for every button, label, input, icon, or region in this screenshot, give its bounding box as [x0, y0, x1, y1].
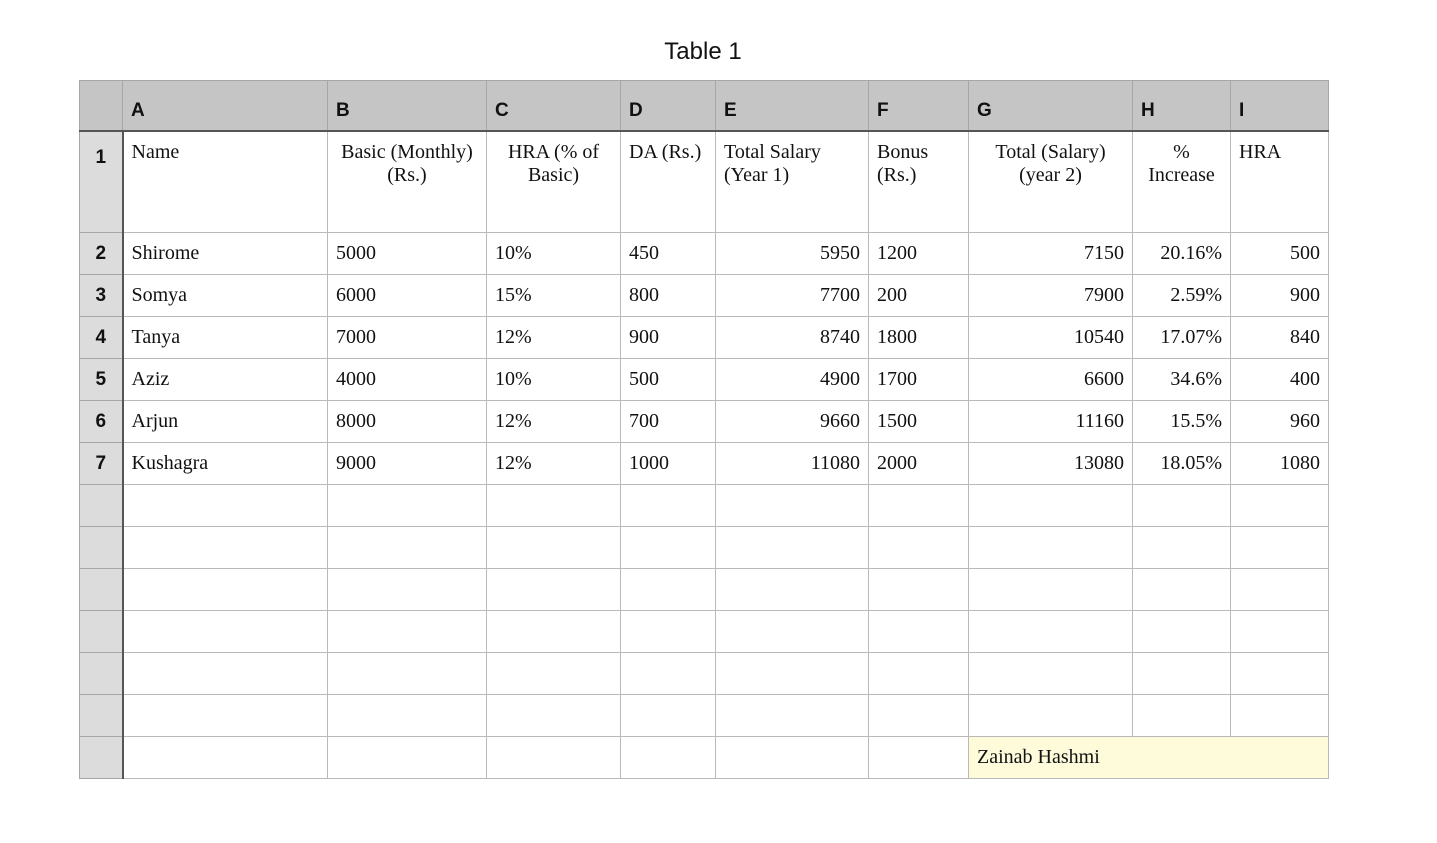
cell[interactable]: 17.07% [1133, 317, 1231, 359]
cell[interactable]: 900 [1231, 275, 1329, 317]
empty-cell[interactable] [123, 737, 328, 779]
row-header[interactable]: 6 [80, 401, 123, 443]
cell[interactable]: 9660 [716, 401, 869, 443]
empty-cell[interactable] [869, 737, 969, 779]
cell[interactable]: 20.16% [1133, 233, 1231, 275]
header-cell[interactable]: Basic (Monthly) (Rs.) [328, 131, 487, 233]
row-header[interactable]: 1 [80, 131, 123, 233]
table-row [80, 275, 1329, 317]
empty-row [80, 695, 1329, 737]
table-row [80, 317, 1329, 359]
empty-cell[interactable] [969, 653, 1133, 695]
cell[interactable]: 800 [621, 275, 716, 317]
row-header[interactable] [80, 737, 123, 779]
column-header-f[interactable]: F [869, 81, 969, 132]
cell[interactable]: 13080 [969, 443, 1133, 485]
empty-cell[interactable] [123, 695, 328, 737]
author-note-cell[interactable]: Zainab Hashmi [969, 737, 1329, 779]
empty-cell[interactable] [1133, 611, 1231, 653]
table-row [80, 401, 1329, 443]
column-header-h[interactable]: H [1133, 81, 1231, 132]
cell[interactable]: 11160 [969, 401, 1133, 443]
cell[interactable]: 6000 [328, 275, 487, 317]
row-header[interactable] [80, 653, 123, 695]
column-header-i[interactable]: I [1231, 81, 1329, 132]
cell[interactable]: 1200 [869, 233, 969, 275]
empty-cell[interactable] [869, 527, 969, 569]
cell[interactable]: 700 [621, 401, 716, 443]
empty-cell[interactable] [969, 611, 1133, 653]
empty-cell[interactable] [487, 569, 621, 611]
cell[interactable]: 12% [487, 401, 621, 443]
cell[interactable]: Arjun [123, 401, 328, 443]
cell[interactable]: 34.6% [1133, 359, 1231, 401]
row-header[interactable]: 5 [80, 359, 123, 401]
empty-cell[interactable] [1231, 485, 1329, 527]
cell[interactable]: 11080 [716, 443, 869, 485]
empty-row [80, 527, 1329, 569]
empty-cell[interactable] [328, 611, 487, 653]
column-header-b[interactable]: B [328, 81, 487, 132]
row-header[interactable] [80, 527, 123, 569]
cell[interactable]: 7000 [328, 317, 487, 359]
table-row [80, 359, 1329, 401]
row-header[interactable] [80, 611, 123, 653]
column-header-c[interactable]: C [487, 81, 621, 132]
row-header[interactable] [80, 695, 123, 737]
empty-cell[interactable] [328, 653, 487, 695]
empty-cell[interactable] [716, 737, 869, 779]
cell[interactable]: 8740 [716, 317, 869, 359]
empty-cell[interactable] [621, 653, 716, 695]
empty-cell[interactable] [487, 527, 621, 569]
cell[interactable]: 960 [1231, 401, 1329, 443]
cell[interactable]: 7900 [969, 275, 1133, 317]
header-cell[interactable]: HRA (% of Basic) [487, 131, 621, 233]
header-cell[interactable]: Name [123, 131, 328, 233]
row-header[interactable]: 7 [80, 443, 123, 485]
empty-cell[interactable] [487, 737, 621, 779]
empty-cell[interactable] [1231, 527, 1329, 569]
cell[interactable]: 4000 [328, 359, 487, 401]
empty-cell[interactable] [487, 611, 621, 653]
row-header[interactable]: 3 [80, 275, 123, 317]
cell[interactable]: 15.5% [1133, 401, 1231, 443]
spreadsheet-table [79, 80, 1329, 779]
cell[interactable]: Somya [123, 275, 328, 317]
empty-cell[interactable] [621, 695, 716, 737]
cell[interactable]: 10% [487, 233, 621, 275]
cell[interactable]: 6600 [969, 359, 1133, 401]
empty-row [80, 653, 1329, 695]
cell[interactable]: 1500 [869, 401, 969, 443]
cell[interactable]: 12% [487, 317, 621, 359]
cell[interactable]: 200 [869, 275, 969, 317]
row-header[interactable] [80, 485, 123, 527]
header-cell[interactable]: Total Salary (Year 1) [716, 131, 869, 233]
empty-cell[interactable] [869, 485, 969, 527]
empty-cell[interactable] [969, 695, 1133, 737]
empty-cell[interactable] [716, 653, 869, 695]
cell[interactable]: 4900 [716, 359, 869, 401]
cell[interactable]: 2.59% [1133, 275, 1231, 317]
row-header[interactable]: 2 [80, 233, 123, 275]
empty-cell[interactable] [621, 527, 716, 569]
empty-cell[interactable] [123, 653, 328, 695]
empty-cell[interactable] [621, 611, 716, 653]
cell[interactable]: 10540 [969, 317, 1133, 359]
empty-cell[interactable] [1133, 527, 1231, 569]
cell[interactable]: 1000 [621, 443, 716, 485]
header-cell[interactable]: HRA [1231, 131, 1329, 233]
row-header[interactable] [80, 569, 123, 611]
empty-cell[interactable] [1133, 485, 1231, 527]
select-all-corner[interactable] [80, 81, 123, 132]
empty-cell[interactable] [621, 737, 716, 779]
column-header-d[interactable]: D [621, 81, 716, 132]
table-row [80, 443, 1329, 485]
header-cell[interactable]: % Increase [1133, 131, 1231, 233]
table-header-row [80, 131, 1329, 233]
empty-row [80, 569, 1329, 611]
table-title: Table 1 [664, 38, 742, 65]
empty-cell[interactable] [1133, 569, 1231, 611]
empty-cell[interactable] [487, 695, 621, 737]
cell[interactable]: 7700 [716, 275, 869, 317]
cell[interactable]: 5950 [716, 233, 869, 275]
empty-cell[interactable] [328, 737, 487, 779]
empty-cell[interactable] [1231, 611, 1329, 653]
header-cell[interactable]: Bonus (Rs.) [869, 131, 969, 233]
cell[interactable]: 2000 [869, 443, 969, 485]
cell[interactable]: 1700 [869, 359, 969, 401]
empty-cell[interactable] [716, 569, 869, 611]
cell[interactable]: 8000 [328, 401, 487, 443]
empty-cell[interactable] [328, 695, 487, 737]
column-header-e[interactable]: E [716, 81, 869, 132]
cell[interactable]: 1800 [869, 317, 969, 359]
empty-cell[interactable] [123, 485, 328, 527]
empty-cell[interactable] [716, 527, 869, 569]
empty-cell[interactable] [969, 527, 1133, 569]
empty-cell[interactable] [869, 569, 969, 611]
empty-cell[interactable] [328, 527, 487, 569]
cell[interactable]: 5000 [328, 233, 487, 275]
column-header-a[interactable]: A [123, 81, 328, 132]
empty-row [80, 611, 1329, 653]
empty-cell[interactable] [869, 653, 969, 695]
empty-cell[interactable] [1231, 653, 1329, 695]
empty-row [80, 485, 1329, 527]
empty-cell[interactable] [328, 485, 487, 527]
empty-cell[interactable] [487, 485, 621, 527]
cell[interactable]: 10% [487, 359, 621, 401]
cell[interactable]: Aziz [123, 359, 328, 401]
cell[interactable]: 7150 [969, 233, 1133, 275]
table-row [80, 233, 1329, 275]
empty-cell[interactable] [123, 569, 328, 611]
cell[interactable]: 500 [1231, 233, 1329, 275]
cell[interactable]: 1080 [1231, 443, 1329, 485]
note-row [80, 737, 1329, 779]
cell[interactable]: 500 [621, 359, 716, 401]
empty-cell[interactable] [123, 527, 328, 569]
cell[interactable]: 400 [1231, 359, 1329, 401]
empty-cell[interactable] [716, 695, 869, 737]
empty-cell[interactable] [621, 569, 716, 611]
cell[interactable]: 9000 [328, 443, 487, 485]
cell[interactable]: Shirome [123, 233, 328, 275]
header-cell[interactable]: Total (Salary) (year 2) [969, 131, 1133, 233]
empty-cell[interactable] [328, 569, 487, 611]
empty-cell[interactable] [1231, 569, 1329, 611]
cell[interactable]: 15% [487, 275, 621, 317]
empty-cell[interactable] [969, 485, 1133, 527]
empty-cell[interactable] [1133, 653, 1231, 695]
cell[interactable]: 12% [487, 443, 621, 485]
cell[interactable]: Kushagra [123, 443, 328, 485]
empty-cell[interactable] [1133, 695, 1231, 737]
header-cell[interactable]: DA (Rs.) [621, 131, 716, 233]
empty-cell[interactable] [1231, 695, 1329, 737]
empty-cell[interactable] [869, 611, 969, 653]
empty-cell[interactable] [716, 485, 869, 527]
empty-cell[interactable] [487, 653, 621, 695]
cell[interactable]: Tanya [123, 317, 328, 359]
column-header-row [80, 81, 1329, 132]
empty-cell[interactable] [969, 569, 1133, 611]
empty-cell[interactable] [123, 611, 328, 653]
column-header-g[interactable]: G [969, 81, 1133, 132]
empty-cell[interactable] [716, 611, 869, 653]
empty-cell[interactable] [869, 695, 969, 737]
cell[interactable]: 450 [621, 233, 716, 275]
cell[interactable]: 840 [1231, 317, 1329, 359]
row-header[interactable]: 4 [80, 317, 123, 359]
cell[interactable]: 900 [621, 317, 716, 359]
empty-cell[interactable] [621, 485, 716, 527]
cell[interactable]: 18.05% [1133, 443, 1231, 485]
